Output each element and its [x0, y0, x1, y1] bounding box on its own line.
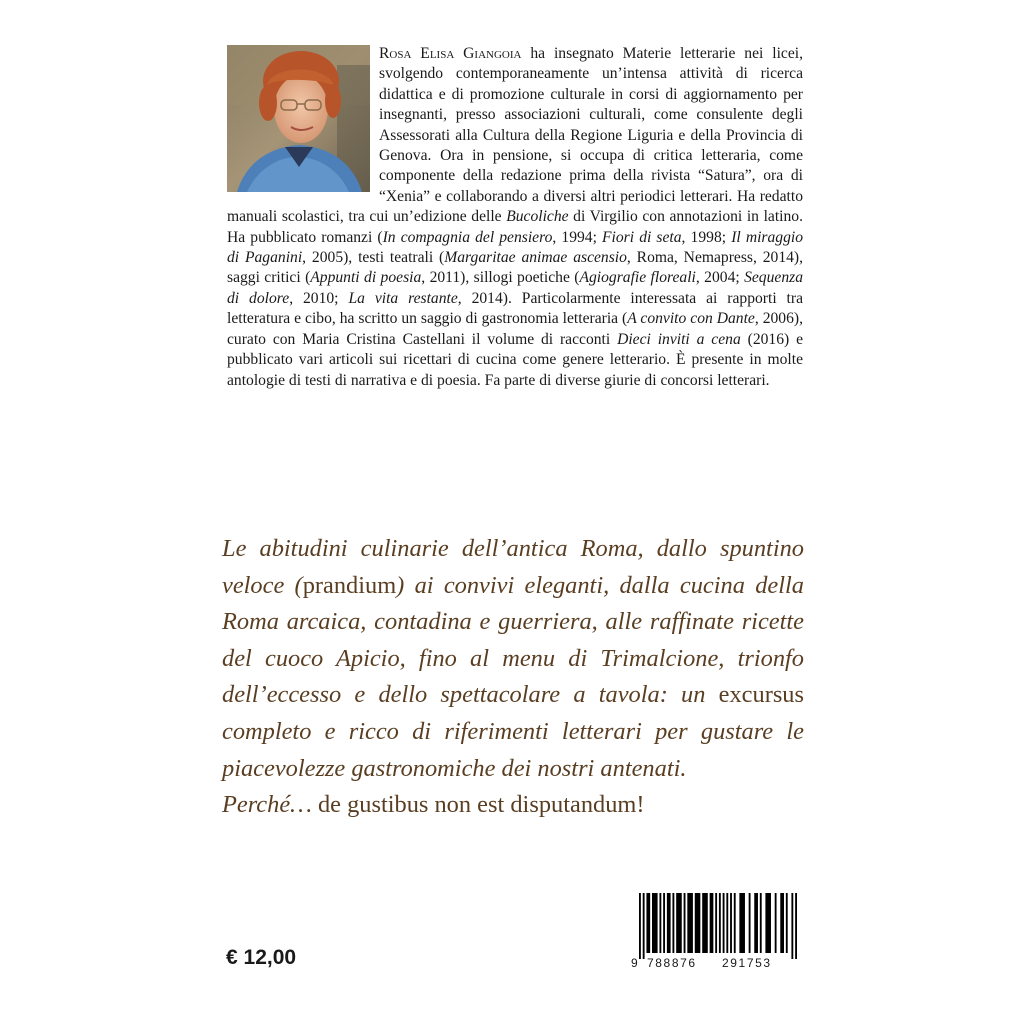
barcode-bar [639, 893, 641, 959]
barcode-bars [629, 893, 801, 959]
blurb-run: Le abitudini culinarie dell’antica Roma, dallo spuntino veloce ( [222, 535, 804, 599]
bio-run: ha insegnato Materie letterarie nei licei, svolgendo contemporaneamente un’intensa attività di ricerca didattica e di promozione culturale in corsi di aggiornamento per insegnanti, presso associazioni culturali, come consulente degli Assessorati alla Cultura della Regione Liguria e della Provincia di Genova. Ora in pensione, si occupa di critica letteraria, come componente della redazione prima della rivista “Satura”, ora di “Xenia” e collaborando a diversi altri periodici letterari. Ha redatto manuali scolastici, tra cui un’edizione delle [227, 45, 803, 226]
barcode-bar [643, 893, 645, 959]
isbn-barcode [629, 893, 801, 973]
bio-run: , Roma, Nemapress, 2014), saggi critici ( [227, 249, 804, 287]
barcode-bar [695, 893, 701, 953]
barcode-bar [715, 893, 717, 953]
bio-run: di Virgilio con annotazioni in latino. Ha pubblicato romanzi ( [227, 208, 803, 246]
bio-run: A convito con Dante [627, 310, 755, 328]
blurb-text [222, 531, 804, 787]
bio-run: , 2006), curato con Maria Cristina Castellani il volume di racconti [227, 310, 803, 348]
barcode-bar [672, 893, 674, 953]
barcode-bar [723, 893, 725, 953]
barcode-bar [719, 893, 721, 953]
bio-run: Il miraggio di Paganini [227, 228, 804, 267]
barcode-bar [646, 893, 650, 953]
book-blurb [222, 531, 804, 824]
barcode-bar [795, 893, 797, 959]
barcode-bar [652, 893, 658, 953]
barcode-bar [739, 893, 745, 953]
barcode-bar [726, 893, 728, 953]
barcode-bar [760, 893, 762, 953]
barcode-bar [791, 893, 793, 959]
bio-run: Appunti di poesia [310, 269, 422, 287]
bio-run: , 2011), sillogi poetiche ( [421, 269, 580, 287]
barcode-bar [775, 893, 777, 953]
barcode-bar [684, 893, 686, 953]
barcode-bar [780, 893, 784, 953]
isbn-left-group: 788876 [647, 956, 697, 970]
blurb-run: completo e ricco di riferimenti letterari per gustare le piacevolezze gastronomiche dei nostri antenati. [222, 717, 804, 782]
photo-spacer [227, 44, 379, 194]
barcode-bar [786, 893, 788, 953]
barcode-bar [687, 893, 693, 953]
bio-run: In compagnia del pensiero [382, 228, 553, 246]
bio-run: Margaritae animae ascensio [444, 249, 627, 267]
author-name: Rosa Elisa Giangoia [379, 45, 522, 62]
barcode-bar [702, 893, 708, 953]
price-label: € 12,00 [226, 946, 297, 969]
bio-run: , 2005), testi teatrali ( [302, 249, 445, 267]
bio-run: Bucoliche [506, 208, 569, 226]
bio-run: , 1998; [681, 228, 732, 246]
bio-run: Dieci inviti a cena [617, 330, 741, 348]
barcode-bar [710, 893, 714, 953]
bio-run: Sequenza di dolore [227, 269, 803, 307]
closing-lead: Perché… [222, 791, 312, 819]
blurb-run: excursus [718, 681, 804, 709]
barcode-bar [730, 893, 732, 953]
bio-run: , 1994; [552, 228, 603, 246]
bio-run: , 2004; [695, 269, 745, 287]
barcode-bar [765, 893, 771, 953]
blurb-run: prandium [302, 571, 397, 599]
barcode-bar [667, 893, 671, 953]
bio-run: , 2014). Particolarmente interessata ai rapporti tra letteratura e cibo, ha scritto un saggio di gastronomia letteraria ( [227, 289, 804, 328]
bio-run: Fiori di seta [602, 228, 682, 246]
barcode-bar [749, 893, 751, 953]
author-bio [227, 44, 803, 391]
blurb-run: ) ai convivi eleganti, dalla cucina della Roma arcaica, contadina e guerriera, alle raffinate ricette del cuoco Apicio, fino al menu di Trimalcione, trionfo dell’eccesso e dello spettacolare a tavola: un [222, 571, 804, 709]
barcode-bar [676, 893, 682, 953]
bio-run: , 2010; [289, 289, 349, 307]
isbn-first-digit: 9 [631, 956, 638, 970]
blurb-closing [222, 787, 804, 824]
barcode-bar [754, 893, 758, 953]
barcode-bar [659, 893, 661, 953]
bio-run: (2016) e pubblicato vari articoli sui ricettari di cucina come genere letterario. È presente in molte antologie di testi di narrativa e di poesia. Fa parte di diverse giurie di concorsi letterari. [227, 330, 803, 389]
barcode-bar [734, 893, 736, 953]
bio-run: Agiografie floreali [579, 269, 696, 287]
bio-run: La vita restante [348, 289, 458, 307]
isbn-right-group: 291753 [722, 956, 772, 970]
barcode-bar [663, 893, 665, 953]
closing-latin: de gustibus non est disputandum! [311, 791, 645, 819]
